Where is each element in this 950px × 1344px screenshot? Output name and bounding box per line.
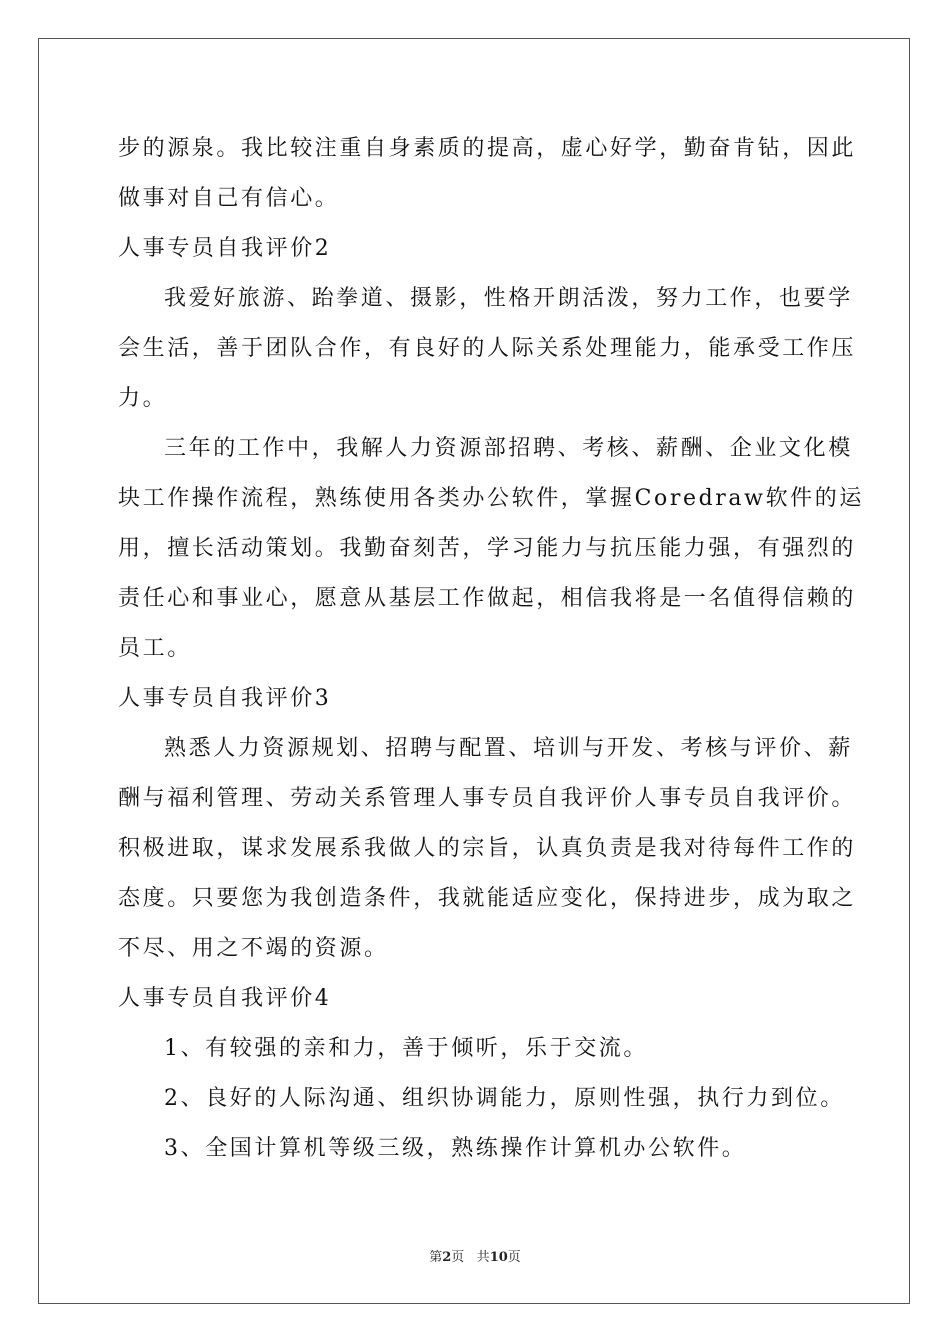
paragraph-line: 用，擅长活动策划。我勤奋刻苦，学习能力与抗压能力强，有强烈的 xyxy=(118,536,857,561)
page-suffix: 页 xyxy=(451,1250,465,1265)
list-item: 1、有较强的亲和力，善于倾听，乐于交流。 xyxy=(164,1036,648,1061)
paragraph-line: 责任心和事业心，愿意从基层工作做起，相信我将是一名值得信赖的 xyxy=(118,586,857,611)
paragraph-line: 员工。 xyxy=(118,636,192,661)
total-pages: 10 xyxy=(489,1250,508,1265)
paragraph-line: 力。 xyxy=(118,386,168,411)
paragraph-line: 不尽、用之不竭的资源。 xyxy=(118,936,389,961)
paragraph-line: 熟悉人力资源规划、招聘与配置、培训与开发、考核与评价、薪 xyxy=(164,736,853,761)
section-heading: 人事专员自我评价2 xyxy=(118,236,332,261)
total-prefix: 共 xyxy=(476,1250,490,1265)
paragraph-line: 块工作操作流程，熟练使用各类办公软件，掌握Coredraw软件的运 xyxy=(118,486,864,511)
page-footer xyxy=(0,1246,950,1265)
paragraph-line: 步的源泉。我比较注重自身素质的提高，虚心好学，勤奋肯钻，因此 xyxy=(118,136,857,161)
section-heading: 人事专员自我评价3 xyxy=(118,686,332,711)
list-item: 3、全国计算机等级三级，熟练操作计算机办公软件。 xyxy=(164,1136,747,1161)
paragraph-line: 我爱好旅游、跆拳道、摄影，性格开朗活泼，努力工作，也要学 xyxy=(164,286,853,311)
page-number: 2 xyxy=(442,1250,452,1265)
paragraph-line: 酬与福利管理、劳动关系管理人事专员自我评价人事专员自我评价。 xyxy=(118,786,857,811)
total-suffix: 页 xyxy=(507,1250,521,1265)
page-prefix: 第 xyxy=(429,1250,443,1265)
section-heading: 人事专员自我评价4 xyxy=(118,986,332,1011)
paragraph-line: 态度。只要您为我创造条件，我就能适应变化，保持进步，成为取之 xyxy=(118,886,857,911)
paragraph-line: 做事对自己有信心。 xyxy=(118,186,340,211)
paragraph-line: 积极进取，谋求发展系我做人的宗旨，认真负责是我对待每件工作的 xyxy=(118,836,857,861)
page-border xyxy=(38,38,910,1304)
list-item: 2、良好的人际沟通、组织协调能力，原则性强，执行力到位。 xyxy=(164,1086,845,1111)
paragraph-line: 会生活，善于团队合作，有良好的人际关系处理能力，能承受工作压 xyxy=(118,336,857,361)
paragraph-line: 三年的工作中，我解人力资源部招聘、考核、薪酬、企业文化模 xyxy=(164,436,853,461)
